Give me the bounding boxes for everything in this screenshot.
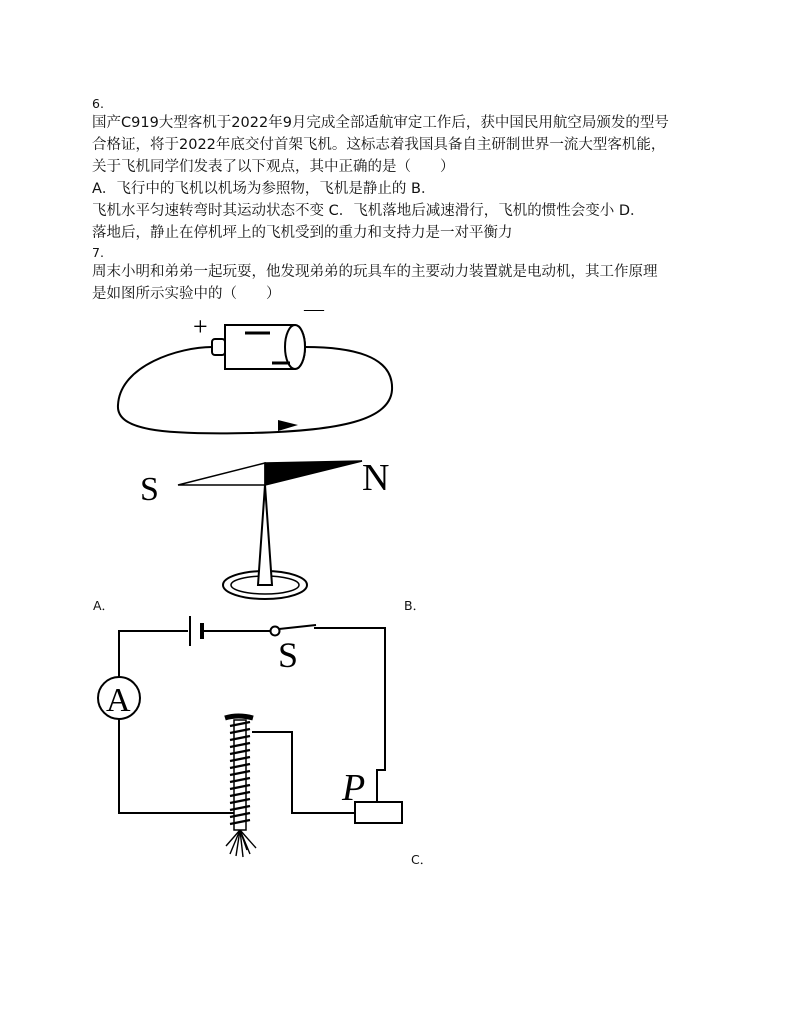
q6-stem-line3: 关于飞机同学们发表了以下观点，其中正确的是（ ）: [92, 159, 455, 175]
switch: [271, 625, 317, 636]
iron-pins: [226, 830, 256, 857]
current-arrow-icon: [278, 420, 298, 431]
option-b-label: B．: [404, 598, 426, 613]
q6-stem-line2: 合格证，将于2022年底交付首架飞机。这标志着我国具备自主研制世界一流大型客机能，: [92, 137, 666, 153]
negative-terminal-label: —: [304, 298, 324, 320]
battery: [212, 325, 305, 369]
figure-a-oersted-diagram: [100, 295, 420, 610]
needle-north-label: N: [362, 457, 390, 499]
q7-stem-line1: 周末小明和弟弟一起玩耍，他发现弟弟的玩具车的主要动力装置就是电动机，其工作原理: [92, 264, 658, 280]
compass-needle: [178, 461, 362, 485]
q6-number: 6.: [92, 96, 104, 111]
q7-number: 7.: [92, 245, 104, 260]
option-c-label: C．: [411, 852, 433, 867]
q6-options-line3: 落地后，静止在停机坪上的飞机受到的重力和支持力是一对平衡力: [92, 225, 513, 241]
switch-label: S: [278, 635, 299, 675]
slider-label: P: [342, 767, 366, 809]
q6-stem-line1: 国产C919大型客机于2022年9月完成全部适航审定工作后，获中国民用航空局颁发的型号: [92, 115, 669, 131]
q6-options-line2: 飞机水平匀速转弯时其运动状态不变 C．飞机落地后减速滑行，飞机的惯性会变小 D．: [92, 203, 645, 219]
battery-cell: [190, 616, 202, 646]
compass-stand: [223, 485, 307, 599]
option-a-label: A．: [93, 598, 115, 613]
ammeter-label: A: [106, 682, 131, 719]
q6-options-line1: A．飞行中的飞机以机场为参照物，飞机是静止的 B．: [92, 181, 436, 197]
positive-terminal-label: +: [193, 312, 208, 341]
q7-stem-line2: 是如图所示实验中的（ ）: [92, 286, 281, 302]
figure-b-electromagnet-circuit: [90, 610, 420, 860]
needle-south-label: S: [140, 471, 159, 508]
